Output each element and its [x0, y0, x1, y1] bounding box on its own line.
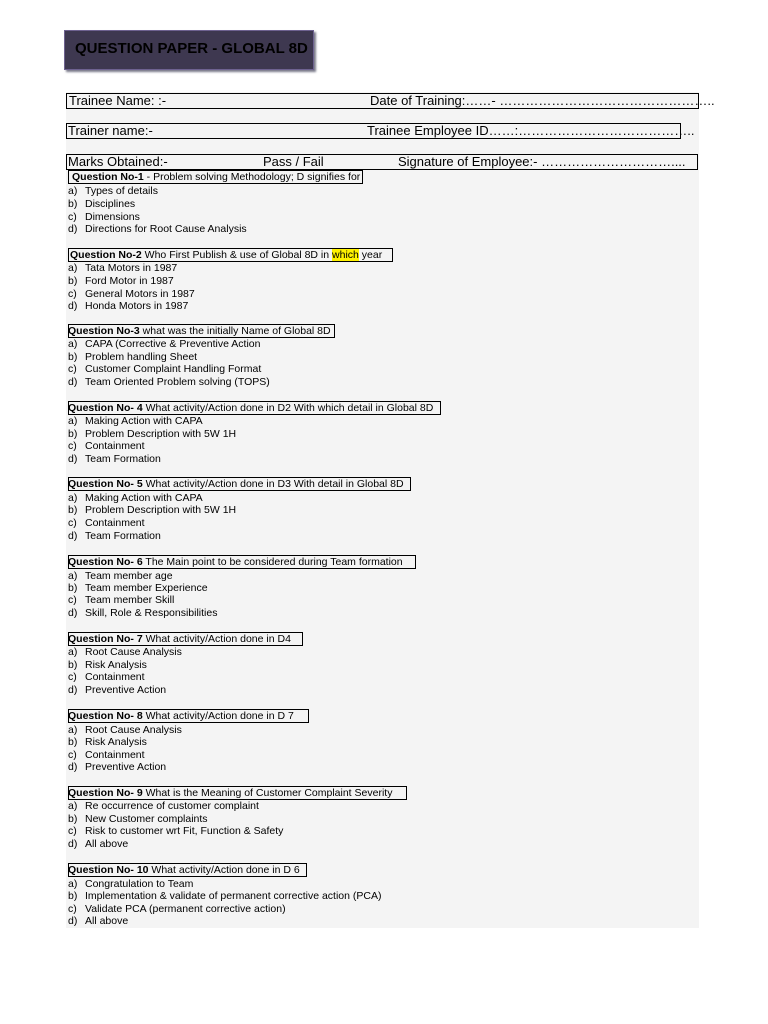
question-10-option-c: c) Validate PCA (permanent corrective action): [68, 903, 286, 915]
question-3-option-d: d) Team Oriented Problem solving (TOPS): [68, 376, 270, 388]
question-9-text: Question No- 9 What is the Meaning of Customer Complaint Severity: [68, 787, 393, 799]
question-2-option-d: d) Honda Motors in 1987: [68, 300, 189, 312]
question-8-text: Question No- 8 What activity/Action done in D 7: [68, 710, 294, 722]
question-2-text: Question No-2 Who First Publish & use of Global 8D in which year: [70, 249, 383, 261]
question-6-option-b: b) Team member Experience: [68, 582, 208, 594]
question-9-option-d: d) All above: [68, 838, 129, 850]
highlighted-word: which: [332, 249, 359, 261]
question-8-option-c: c) Containment: [68, 749, 145, 761]
question-4-text: Question No- 4 What activity/Action done in D2 With which detail in Global 8D: [68, 402, 434, 414]
trainer-name-field: Trainer name:-: [68, 123, 153, 138]
question-2-option-a: a) Tata Motors in 1987: [68, 262, 178, 274]
question-6-option-d: d) Skill, Role & Responsibilities: [68, 607, 218, 619]
question-3-option-c: c) Customer Complaint Handling Format: [68, 363, 262, 375]
question-1-option-b: b) Disciplines: [68, 198, 136, 210]
question-9-option-c: c) Risk to customer wrt Fit, Function & Safety: [68, 825, 284, 837]
page-title: QUESTION PAPER - GLOBAL 8D: [75, 40, 308, 57]
question-7-option-c: c) Containment: [68, 671, 145, 683]
title-banner: [64, 30, 314, 70]
question-2-option-c: c) General Motors in 1987: [68, 288, 195, 300]
question-1-text: Question No-1 - Problem solving Methodology; D signifies for: [72, 171, 361, 183]
date-of-training-field: Date of Training:……- …………………………………………..: [370, 93, 715, 108]
question-1-option-d: d) Directions for Root Cause Analysis: [68, 223, 247, 235]
question-3-text: Question No-3 what was the initially Name of Global 8D: [68, 325, 331, 337]
question-10-option-a: a) Congratulation to Team: [68, 878, 194, 890]
trainee-name-field: Trainee Name: :-: [69, 93, 167, 108]
signature-field: Signature of Employee:- …………………………....: [398, 154, 686, 169]
question-6-option-c: c) Team member Skill: [68, 594, 175, 606]
question-3-option-b: b) Problem handling Sheet: [68, 351, 198, 363]
question-6-text: Question No- 6 The Main point to be considered during Team formation: [68, 556, 403, 568]
question-10-option-d: d) All above: [68, 915, 129, 927]
question-6-option-a: a) Team member age: [68, 570, 173, 582]
question-4-option-a: a) Making Action with CAPA: [68, 415, 203, 427]
question-4-option-b: b) Problem Description with 5W 1H: [68, 428, 237, 440]
question-5-option-d: d) Team Formation: [68, 530, 161, 542]
question-3-option-a: a) CAPA (Corrective & Preventive Action: [68, 338, 261, 350]
question-8-option-b: b) Risk Analysis: [68, 736, 147, 748]
pass-fail-field: Pass / Fail: [263, 154, 324, 169]
trainee-employee-id-field: Trainee Employee ID……:…………………………………..: [367, 123, 695, 138]
question-1-option-c: c) Dimensions: [68, 211, 140, 223]
question-10-text: Question No- 10 What activity/Action done in D 6: [68, 864, 300, 876]
question-7-option-b: b) Risk Analysis: [68, 659, 147, 671]
question-2-option-b: b) Ford Motor in 1987: [68, 275, 174, 287]
question-1-option-a: a) Types of details: [68, 185, 158, 197]
question-10-option-b: b) Implementation & validate of permanent corrective action (PCA): [68, 890, 382, 902]
question-8-option-d: d) Preventive Action: [68, 761, 167, 773]
marks-obtained-field: Marks Obtained:-: [68, 154, 168, 169]
question-7-option-d: d) Preventive Action: [68, 684, 167, 696]
question-7-text: Question No- 7 What activity/Action done in D4: [68, 633, 291, 645]
question-5-text: Question No- 5 What activity/Action done in D3 With detail in Global 8D: [68, 478, 404, 490]
question-9-option-a: a) Re occurrence of customer complaint: [68, 800, 259, 812]
question-9-option-b: b) New Customer complaints: [68, 813, 208, 825]
question-4-option-d: d) Team Formation: [68, 453, 161, 465]
question-7-option-a: a) Root Cause Analysis: [68, 646, 182, 658]
question-5-option-a: a) Making Action with CAPA: [68, 492, 203, 504]
question-5-option-c: c) Containment: [68, 517, 145, 529]
question-8-option-a: a) Root Cause Analysis: [68, 724, 182, 736]
question-5-option-b: b) Problem Description with 5W 1H: [68, 504, 237, 516]
question-4-option-c: c) Containment: [68, 440, 145, 452]
